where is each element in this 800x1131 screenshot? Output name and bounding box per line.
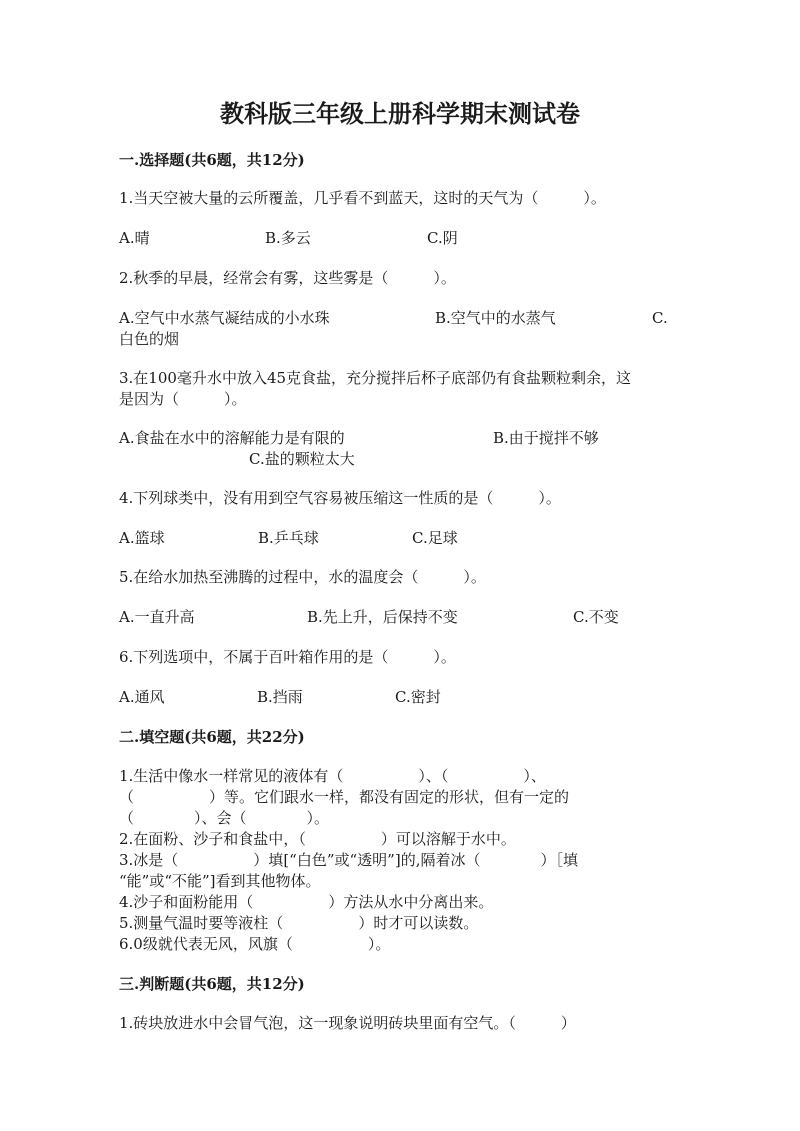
question-1-option-a: A.晴 — [119, 229, 150, 247]
question-4-option-c: C.足球 — [412, 529, 458, 547]
fill-line: 4.沙子和面粉能用（ ）方法从水中分离出来。 — [119, 893, 494, 911]
question-3-option-a: A.食盐在水中的溶解能力是有限的 — [119, 429, 345, 447]
page-title: 教科版三年级上册科学期末测试卷 — [220, 99, 580, 128]
question-6-option-b: B.挡雨 — [257, 688, 303, 706]
question-6-option-a: A.通风 — [119, 688, 165, 706]
fill-line: 5.测量气温时要等液柱（ ）时才可以读数。 — [119, 914, 479, 932]
fill-line: 2.在面粉、沙子和食盐中，（ ）可以溶解于水中。 — [119, 830, 516, 848]
judge-question-1: 1.砖块放进水中会冒气泡，这一现象说明砖块里面有空气。（ ） — [119, 1014, 576, 1032]
fill-line: 6.0级就代表无风，风旗（ ）。 — [119, 935, 391, 953]
question-3-stem-line2: 是因为（ ）。 — [119, 390, 247, 408]
fill-line: 1.生活中像水一样常见的液体有（ ）、（ ）、 — [119, 767, 546, 785]
question-1-option-b: B.多云 — [265, 229, 311, 247]
question-5-stem: 5.在给水加热至沸腾的过程中，水的温度会（ ）。 — [119, 568, 486, 586]
section-3-heading: 三.判断题(共6题，共12分) — [119, 975, 305, 993]
question-4-stem: 4.下列球类中，没有用到空气容易被压缩这一性质的是（ ）。 — [119, 489, 561, 507]
fill-line: 3.冰是（ ）填[“白色”或“透明”]的,隔着冰（ ）［填 — [119, 851, 578, 869]
question-2-option-a: A.空气中水蒸气凝结成的小水珠 — [119, 309, 330, 327]
section-2-heading: 二.填空题(共6题，共22分) — [119, 728, 305, 746]
question-2-option-b: B.空气中的水蒸气 — [435, 309, 556, 327]
question-4-option-a: A.篮球 — [119, 529, 165, 547]
question-5-option-c: C.不变 — [573, 608, 619, 626]
question-4-option-b: B.乒乓球 — [258, 529, 319, 547]
question-1-option-c: C.阴 — [427, 229, 458, 247]
question-5-option-b: B.先上升，后保持不变 — [307, 608, 458, 626]
question-3-stem-line1: 3.在100毫升水中放入45克食盐，充分搅拌后杯子底部仍有食盐颗粒剩余，这 — [119, 369, 632, 387]
section-1-heading: 一.选择题(共6题，共12分) — [119, 151, 305, 169]
question-1-stem: 1.当天空被大量的云所覆盖，几乎看不到蓝天，这时的天气为（ ）。 — [119, 189, 606, 207]
question-2-option-c: C. — [652, 309, 668, 327]
question-2-option-c-text: 白色的烟 — [119, 330, 180, 348]
question-3-option-b: B.由于搅拌不够 — [493, 429, 599, 447]
question-5-option-a: A.一直升高 — [119, 608, 195, 626]
fill-line: （ ）等。它们跟水一样，都没有固定的形状，但有一定的 — [119, 788, 570, 806]
question-3-option-c: C.盐的颗粒太大 — [249, 450, 355, 468]
question-6-option-c: C.密封 — [395, 688, 441, 706]
fill-line: “能”或“不能”]看到其他物体。 — [119, 872, 321, 890]
question-6-stem: 6.下列选项中，不属于百叶箱作用的是（ ）。 — [119, 648, 456, 666]
fill-line: （ ）、会（ ）。 — [119, 809, 330, 827]
question-2-stem: 2.秋季的早晨，经常会有雾，这些雾是（ ）。 — [119, 269, 456, 287]
